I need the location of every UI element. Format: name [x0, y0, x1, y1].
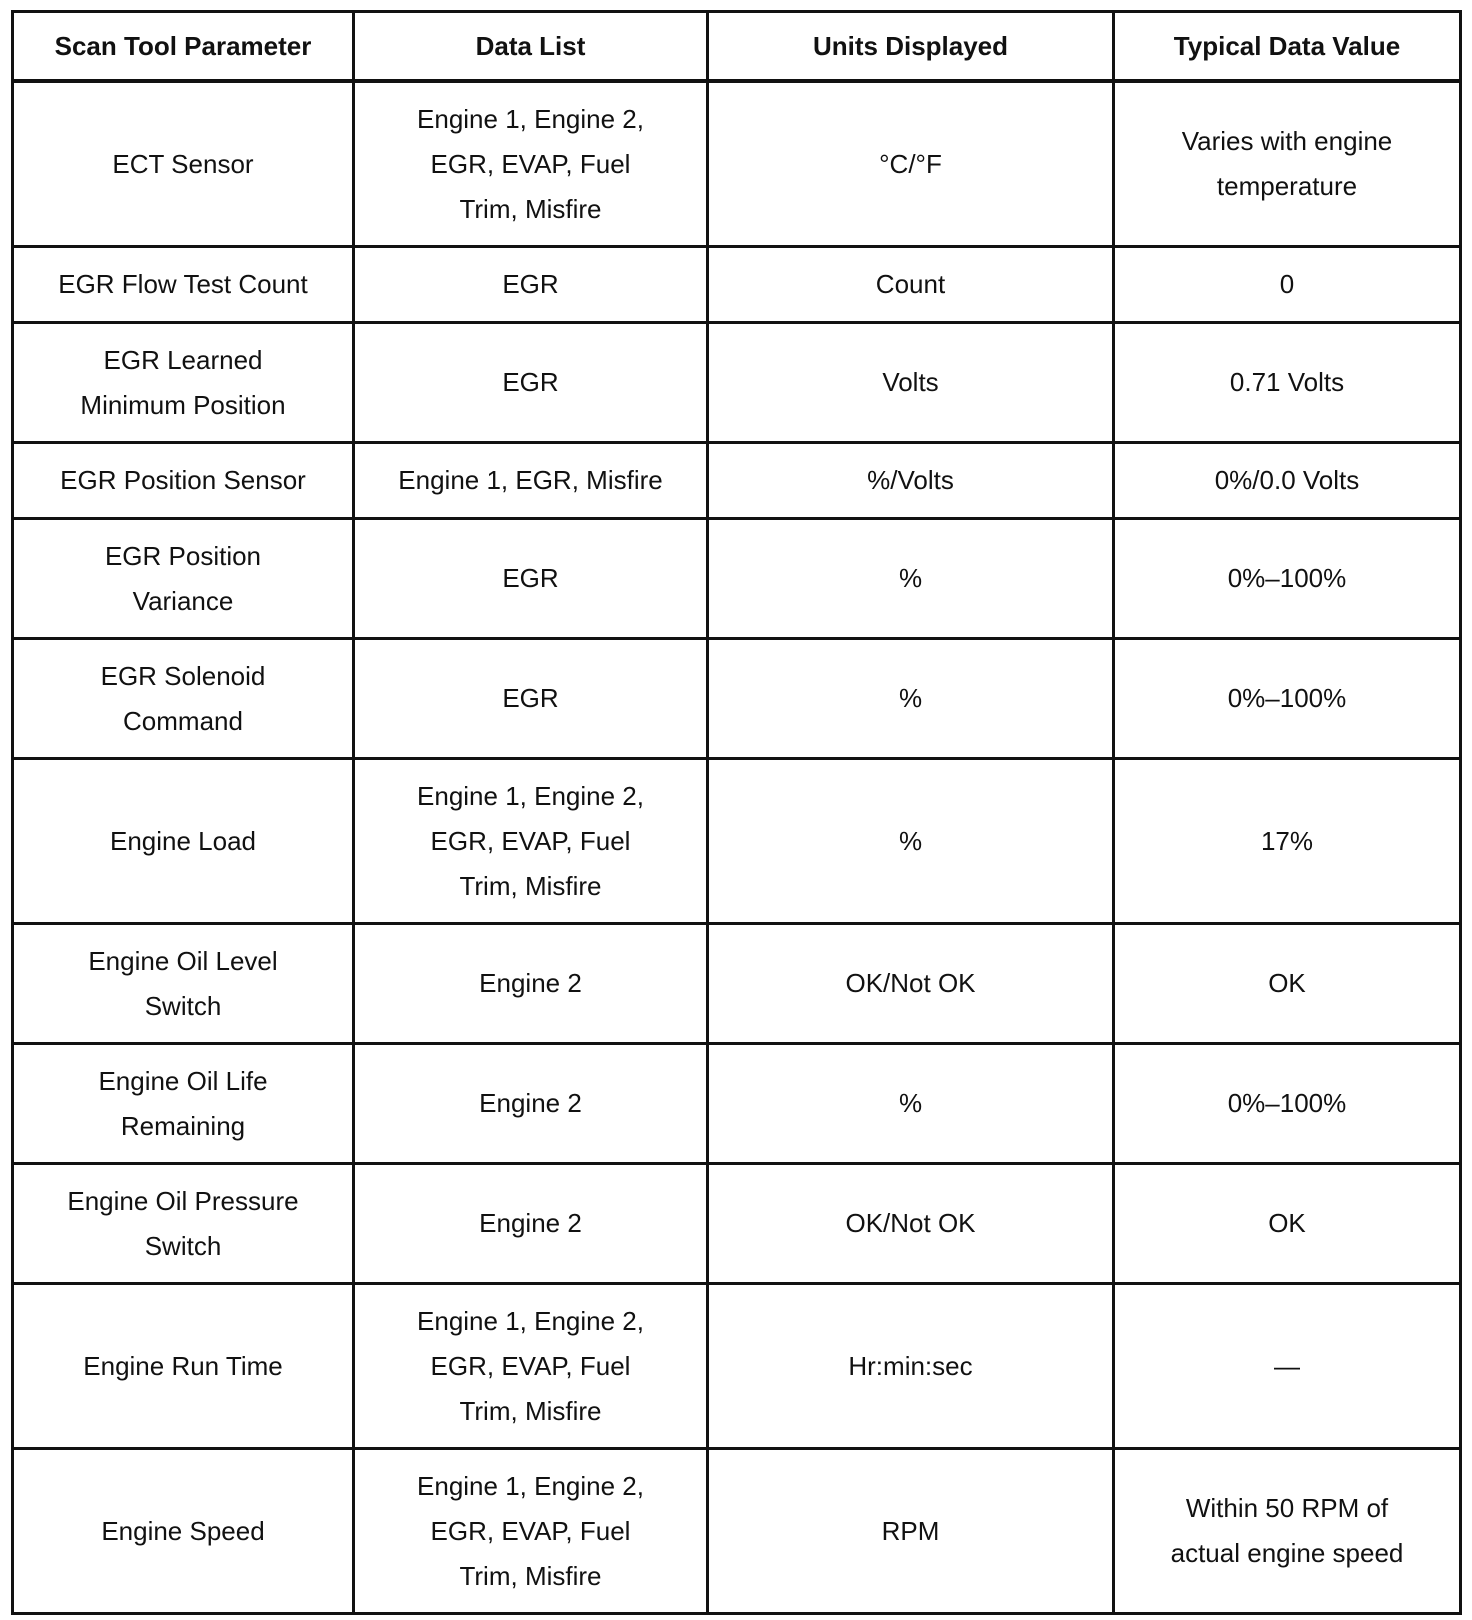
cell-data-list: EGR [354, 323, 708, 443]
table-row [13, 1044, 1461, 1164]
cell-parameter [13, 1044, 354, 1164]
cell-typical-value [1114, 81, 1461, 247]
cell-parameter: ECT Sensor [13, 81, 354, 247]
cell-typical-value: — [1114, 1284, 1461, 1449]
cell-units: RPM [708, 1449, 1114, 1614]
parameter-text: Engine Oil Pressure Switch [67, 1185, 299, 1261]
table-row [13, 81, 1461, 247]
cell-units: Volts [708, 323, 1114, 443]
cell-typical-value: 0%–100% [1114, 519, 1461, 639]
parameter-text: EGR Solenoid Command [100, 660, 266, 736]
cell-units: %/Volts [708, 443, 1114, 519]
cell-typical-value: 0%/0.0 Volts [1114, 443, 1461, 519]
data-list-text: Engine 1, Engine 2, EGR, EVAP, Fuel Trim, Misfire [417, 780, 644, 901]
cell-parameter: EGR Flow Test Count [13, 247, 354, 323]
data-list-text: Engine 1, Engine 2, EGR, EVAP, Fuel Trim, Misfire [417, 1470, 644, 1591]
cell-parameter [13, 323, 354, 443]
cell-parameter: Engine Run Time [13, 1284, 354, 1449]
cell-data-list [354, 1449, 708, 1614]
cell-units: Hr:min:sec [708, 1284, 1114, 1449]
parameter-text: Engine Oil Level Switch [88, 945, 278, 1021]
data-list-text: Engine 1, Engine 2, EGR, EVAP, Fuel Trim, Misfire [417, 1305, 644, 1426]
cell-data-list [354, 759, 708, 924]
cell-units: % [708, 759, 1114, 924]
header-scan-tool-parameter: Scan Tool Parameter [13, 12, 354, 82]
cell-data-list: EGR [354, 247, 708, 323]
parameter-text: EGR Learned Minimum Position [80, 344, 286, 420]
header-data-list: Data List [354, 12, 708, 82]
table-row [13, 924, 1461, 1044]
cell-typical-value: 0.71 Volts [1114, 323, 1461, 443]
cell-typical-value: 0%–100% [1114, 639, 1461, 759]
cell-data-list: Engine 2 [354, 924, 708, 1044]
typical-value-text: Varies with engine temperature [1181, 126, 1393, 201]
cell-typical-value: 17% [1114, 759, 1461, 924]
cell-data-list: Engine 1, EGR, Misfire [354, 443, 708, 519]
cell-parameter: Engine Load [13, 759, 354, 924]
table-row [13, 443, 1461, 519]
table-row [13, 639, 1461, 759]
table-row [13, 1449, 1461, 1614]
cell-data-list [354, 1284, 708, 1449]
cell-units: % [708, 639, 1114, 759]
scan-tool-data-table-container [11, 10, 1459, 1615]
parameter-text: Engine Oil Life Remaining [98, 1065, 268, 1141]
cell-units: OK/Not OK [708, 924, 1114, 1044]
cell-typical-value [1114, 1449, 1461, 1614]
cell-parameter: Engine Speed [13, 1449, 354, 1614]
cell-data-list: EGR [354, 639, 708, 759]
table-row [13, 247, 1461, 323]
cell-typical-value: 0%–100% [1114, 1044, 1461, 1164]
table-row [13, 519, 1461, 639]
cell-data-list: EGR [354, 519, 708, 639]
table-row [13, 1284, 1461, 1449]
table-row [13, 323, 1461, 443]
cell-typical-value: 0 [1114, 247, 1461, 323]
cell-parameter [13, 924, 354, 1044]
table-row [13, 1164, 1461, 1284]
scan-tool-data-table [11, 10, 1462, 1615]
cell-units: °C/°F [708, 81, 1114, 247]
cell-units: % [708, 1044, 1114, 1164]
table-row [13, 759, 1461, 924]
data-list-text: Engine 1, Engine 2, EGR, EVAP, Fuel Trim, Misfire [417, 103, 644, 224]
cell-parameter [13, 639, 354, 759]
parameter-text: EGR Position Variance [104, 540, 262, 616]
header-typical-data-value: Typical Data Value [1114, 12, 1461, 82]
cell-units: OK/Not OK [708, 1164, 1114, 1284]
typical-value-text: Within 50 RPM of actual engine speed [1170, 1493, 1404, 1568]
cell-parameter: EGR Position Sensor [13, 443, 354, 519]
cell-parameter [13, 519, 354, 639]
cell-data-list: Engine 2 [354, 1164, 708, 1284]
cell-units: Count [708, 247, 1114, 323]
cell-parameter [13, 1164, 354, 1284]
cell-data-list: Engine 2 [354, 1044, 708, 1164]
cell-typical-value: OK [1114, 924, 1461, 1044]
cell-data-list [354, 81, 708, 247]
header-units-displayed: Units Displayed [708, 12, 1114, 82]
cell-typical-value: OK [1114, 1164, 1461, 1284]
table-header-row [13, 12, 1461, 82]
cell-units: % [708, 519, 1114, 639]
